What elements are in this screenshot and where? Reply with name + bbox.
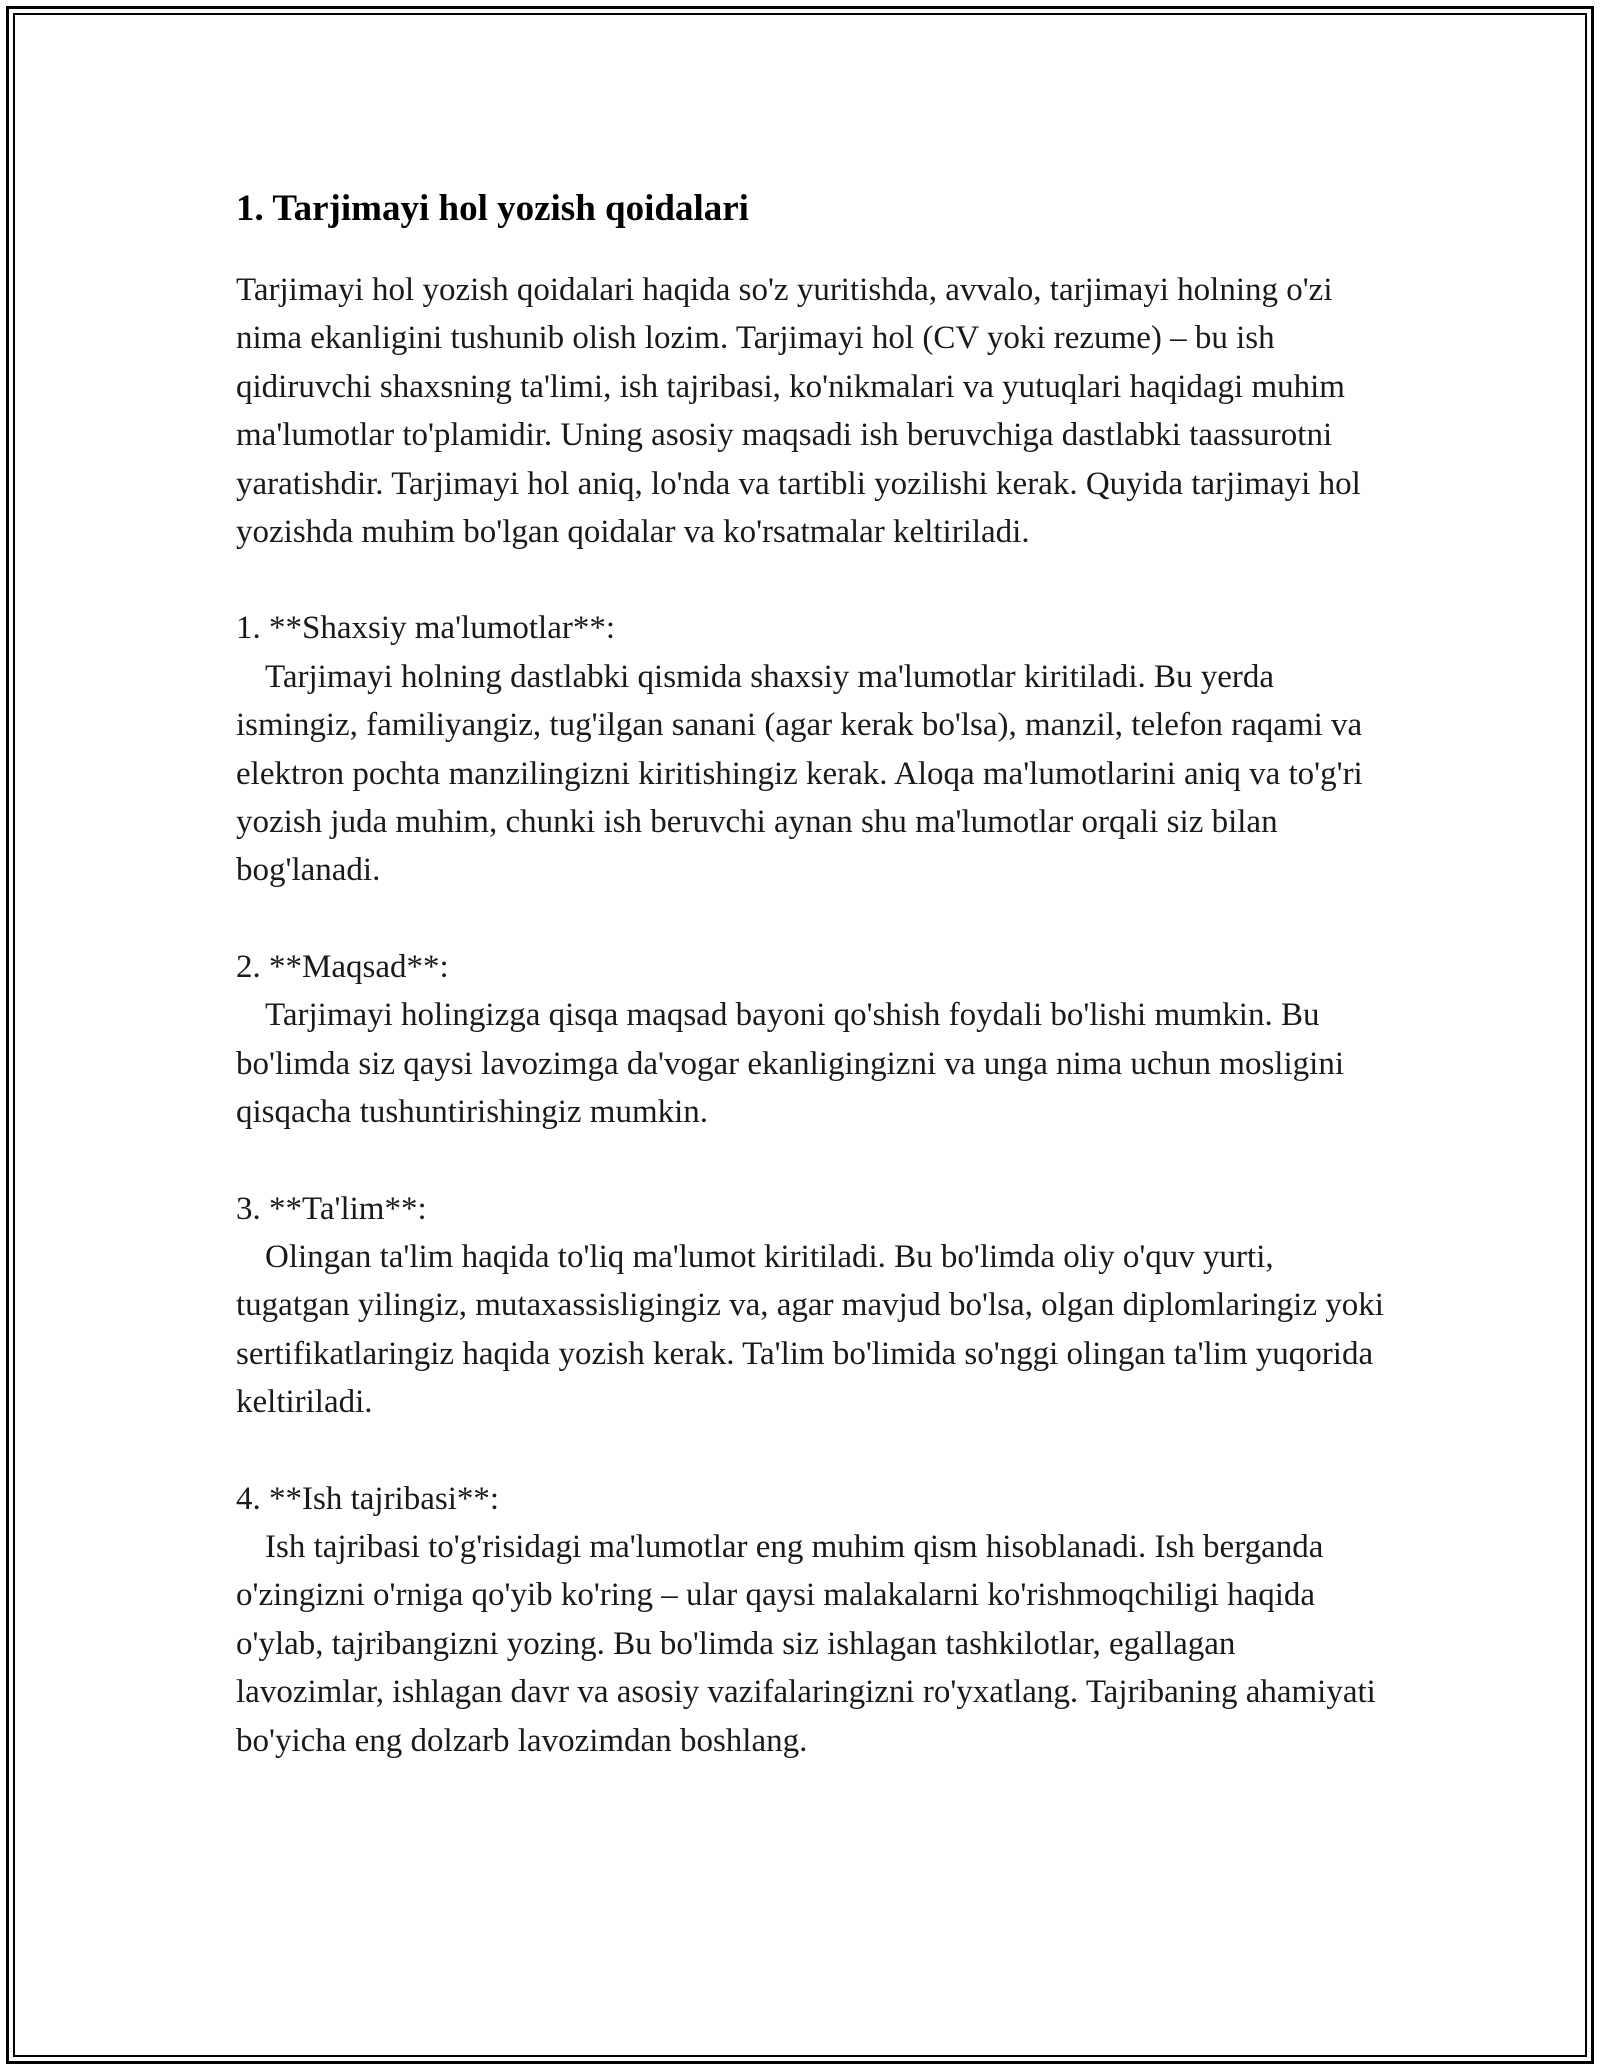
section-heading: 2. **Maqsad**:: [236, 948, 449, 985]
section-heading: 3. **Ta'lim**:: [236, 1190, 427, 1227]
section-body: Tarjimayi holingizga qisqa maqsad bayoni qo'shish foydali bo'lishi mumkin. Bu bo'limda siz qaysi lavozimga da'vogar ekanligingizni va unga nima uchun mosligini qisqacha tushuntirishingiz mumkin.: [236, 997, 1353, 1131]
document-content: [236, 185, 1393, 1765]
intro-paragraph: Tarjimayi hol yozish qoidalari haqida so'z yuritishda, avvalo, tarjimayi holning o'zi nima ekanligini tushunib olish lozim. Tarjimayi hol (CV yoki rezume) – bu ish qidiruvchi shaxsning ta'limi, ish tajribasi, ko'nikmalari va yutuqlari haqidagi muhim ma'lumotlar to'plamidir. Uning asosiy maqsadi ish beruvchiga dastlabki taassurotni yaratishdir. Tarjimayi hol aniq, lo'nda va tartibli yozilishi kerak. Quyida tarjimayi hol yozishda muhim bo'lgan qoidalar va ko'rsatmalar keltiriladi.: [236, 272, 1370, 551]
section-body: Ish tajribasi to'g'risidagi ma'lumotlar eng muhim qism hisoblanadi. Ish berganda o'zingizni o'rniga qo'yib ko'ring – ular qaysi malakalarni ko'rishmoqchiligi haqida o'ylab, tajribangizni yozing. Bu bo'limda siz ishlagan tashkilotlar, egallagan lavozimlar, ishlagan davr va asosiy vazifalaringizni ro'yxatlang. Tajribaning ahamiyati bo'yicha eng dolzarb lavozimdan boshlang.: [236, 1528, 1385, 1759]
section-heading: 1. **Shaxsiy ma'lumotlar**:: [236, 610, 616, 647]
section-body: Tarjimayi holning dastlabki qismida shaxsiy ma'lumotlar kiritiladi. Bu yerda ismingiz, familiyangiz, tug'ilgan sanani (agar kerak bo'lsa), manzil, telefon raqami va elektron pochta manzilingizni kiritishingiz kerak. Aloqa ma'lumotlarini aniq va to'g'ri yozish juda muhim, chunki ish beruvchi aynan shu ma'lumotlar orqali siz bilan bog'lanadi.: [236, 658, 1371, 889]
document-title: 1. Tarjimayi hol yozish qoidalari: [236, 188, 749, 229]
paragraph-gap: [236, 556, 1386, 604]
paragraph-gap: [236, 1427, 1386, 1475]
section-body: Olingan ta'lim haqida to'liq ma'lumot kiritiladi. Bu bo'limda oliy o'quv yurti, tugatgan yilingiz, mutaxassisligingiz va, agar mavjud bo'lsa, olgan diplomlaringiz yoki sertifikatlaringiz haqida yozish kerak. Ta'lim bo'limida so'nggi olingan ta'lim yuqorida keltiriladi.: [236, 1238, 1393, 1421]
paragraph-gap: [236, 895, 1386, 943]
paragraph-gap: [236, 1137, 1386, 1185]
section-heading: 4. **Ish tajribasi**:: [236, 1480, 500, 1517]
